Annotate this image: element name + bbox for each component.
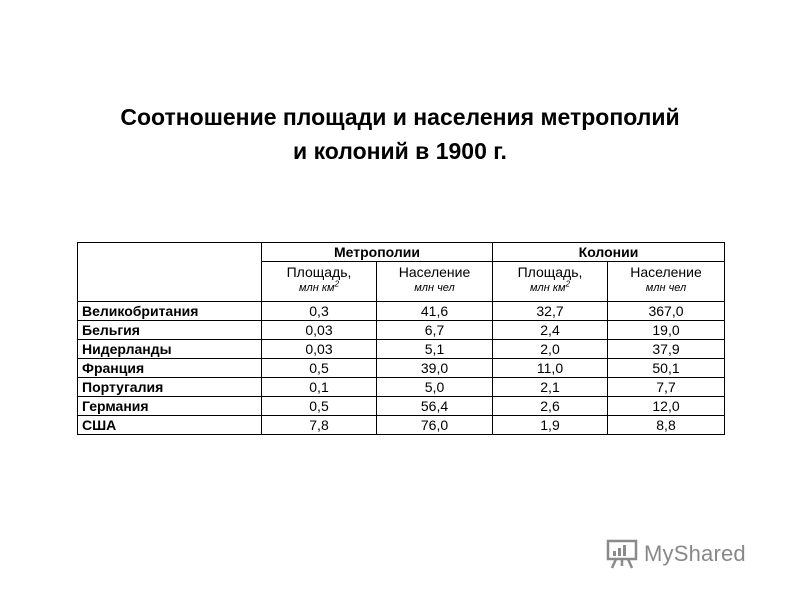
table-row: [78, 321, 725, 340]
sub-header-pop-colony: [608, 262, 725, 302]
value-cell: 7,7: [608, 378, 725, 397]
sub-header-pop-metro: [377, 262, 493, 302]
table-row: [78, 359, 725, 378]
value-cell: 6,7: [377, 321, 493, 340]
page-title: [0, 100, 800, 168]
table-row: [78, 340, 725, 359]
sub-header-unit: млн $км^2$: [298, 279, 340, 294]
value-cell: 0,03: [262, 321, 377, 340]
presentation-board-icon: [606, 539, 638, 569]
value-cell: 5,1: [377, 340, 493, 359]
sub-header-label: Площадь,: [517, 264, 583, 280]
value-cell: 0,5: [262, 359, 377, 378]
group-header-row: [78, 243, 725, 262]
country-cell: Великобритания: [78, 302, 262, 321]
value-cell: 56,4: [377, 397, 493, 416]
table-row: [78, 378, 725, 397]
table-row: [78, 302, 725, 321]
country-cell: Бельгия: [78, 321, 262, 340]
corner-cell: [78, 243, 262, 302]
country-cell: Португалия: [78, 378, 262, 397]
value-cell: 7,8: [262, 416, 377, 435]
table-row: [78, 416, 725, 435]
sub-header-label: Население: [630, 264, 702, 280]
group-header-colonies: Колонии: [493, 243, 725, 262]
value-cell: 12,0: [608, 397, 725, 416]
value-cell: 50,1: [608, 359, 725, 378]
myshared-logo: [606, 539, 746, 569]
value-cell: 11,0: [493, 359, 608, 378]
value-cell: 76,0: [377, 416, 493, 435]
value-cell: 32,7: [493, 302, 608, 321]
title-line-2: и колоний в 1900 г.: [293, 138, 507, 164]
value-cell: 37,9: [608, 340, 725, 359]
value-cell: 2,1: [493, 378, 608, 397]
sub-header-area-colony: [493, 262, 608, 302]
logo-text: MyShared: [644, 541, 746, 566]
value-cell: 2,4: [493, 321, 608, 340]
country-cell: Германия: [78, 397, 262, 416]
value-cell: 41,6: [377, 302, 493, 321]
data-table: [77, 242, 725, 435]
sub-header-area-metro: [262, 262, 377, 302]
group-header-metropolies: Метрополии: [262, 243, 493, 262]
value-cell: 2,6: [493, 397, 608, 416]
sub-header-label: Площадь,: [286, 264, 352, 280]
sub-header-unit: млн $км^2$: [529, 279, 571, 294]
sub-header-unit: млн чел: [645, 282, 687, 294]
value-cell: 0,3: [262, 302, 377, 321]
country-cell: Нидерланды: [78, 340, 262, 359]
value-cell: 0,03: [262, 340, 377, 359]
value-cell: 0,5: [262, 397, 377, 416]
table-row: [78, 397, 725, 416]
value-cell: 367,0: [608, 302, 725, 321]
value-cell: 2,0: [493, 340, 608, 359]
sub-header-unit: млн чел: [414, 282, 455, 294]
value-cell: 5,0: [377, 378, 493, 397]
country-cell: Франция: [78, 359, 262, 378]
value-cell: 1,9: [493, 416, 608, 435]
value-cell: 39,0: [377, 359, 493, 378]
title-line-1: Соотношение площади и населения метрополий: [120, 104, 680, 130]
value-cell: 8,8: [608, 416, 725, 435]
country-cell: США: [78, 416, 262, 435]
value-cell: 19,0: [608, 321, 725, 340]
value-cell: 0,1: [262, 378, 377, 397]
sub-header-label: Население: [398, 264, 471, 280]
